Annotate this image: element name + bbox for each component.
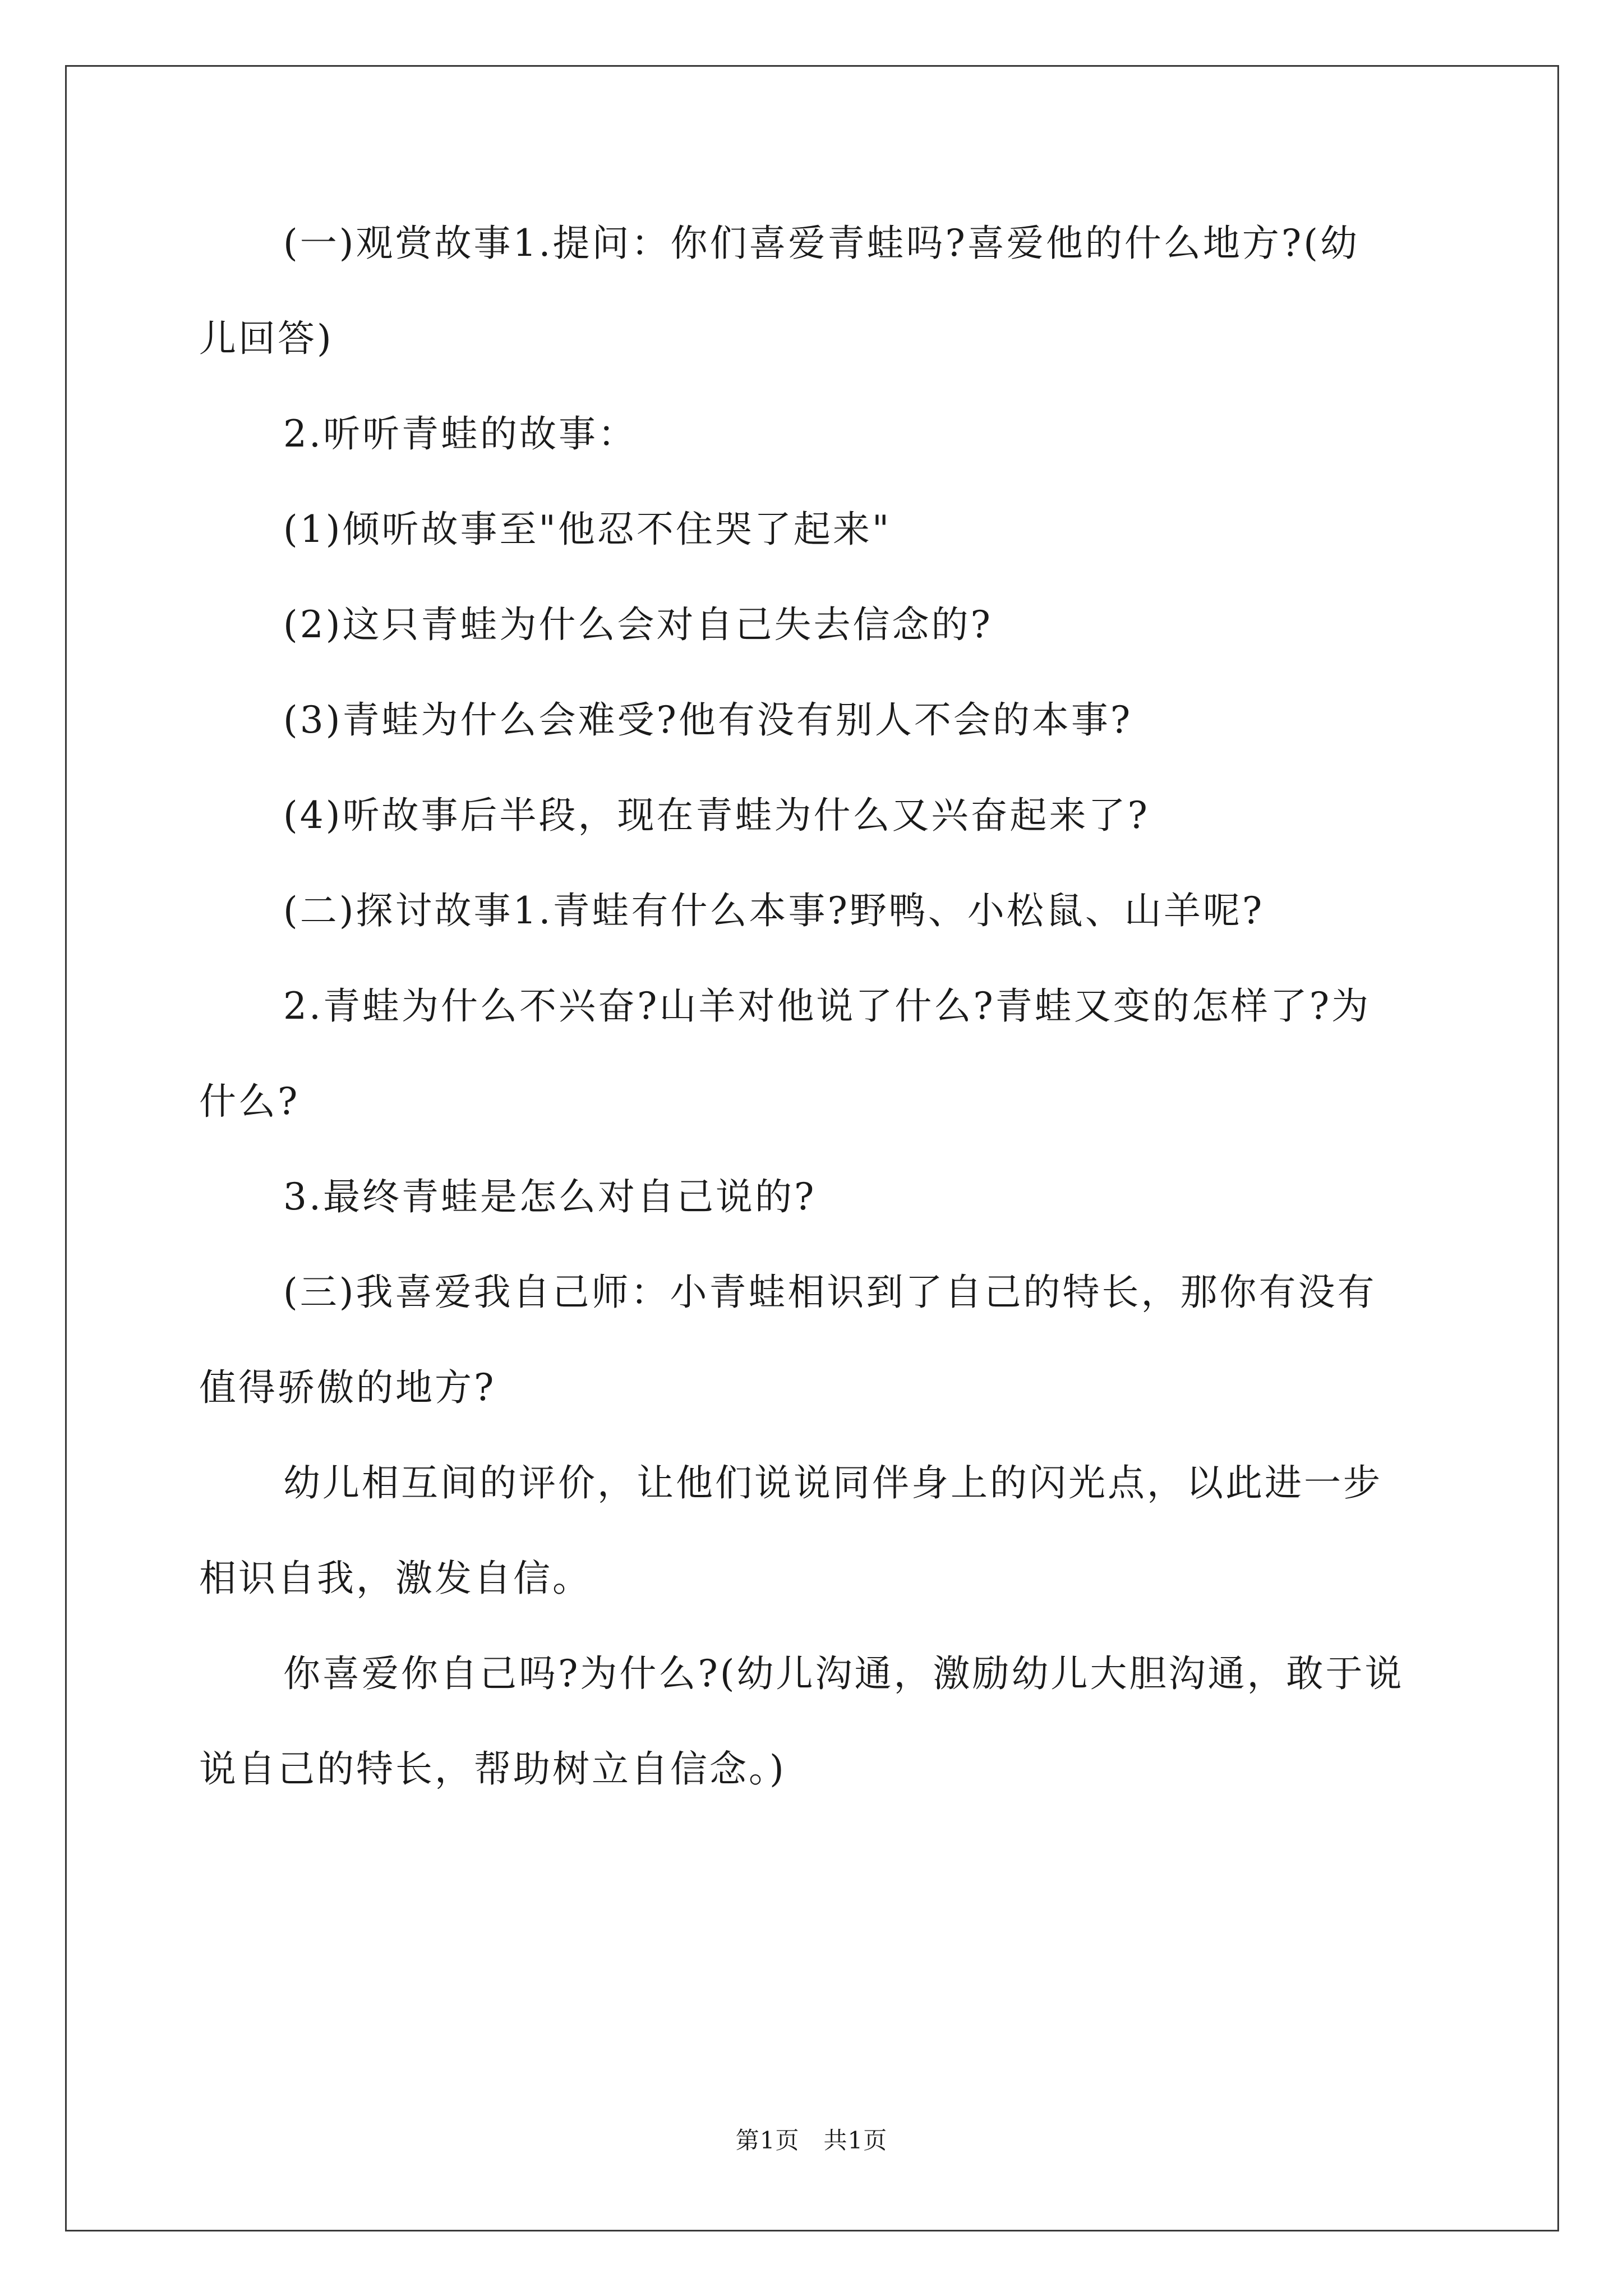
paragraph-5-line-1: (3)青蛙为什么会难受?他有没有别人不会的本事? [283, 698, 1133, 742]
paragraph-12-line-2: 说自己的特长，帮助树立自信念。) [199, 1747, 786, 1791]
paragraph-3-line-1: (1)倾听故事至"他忍不住哭了起来" [283, 508, 892, 551]
paragraph-8-line-2: 什么? [199, 1080, 300, 1123]
paragraph-10-line-2: 值得骄傲的地方? [199, 1366, 496, 1409]
paragraph-7-line-1: (二)探讨故事1.青蛙有什么本事?野鸭、小松鼠、山羊呢? [283, 889, 1265, 932]
page-footer: 第1页 共1页 [735, 2127, 888, 2154]
paragraph-11-line-1: 幼儿相互间的评价，让他们说说同伴身上的闪光点，以此进一步 [283, 1461, 1382, 1504]
paragraph-9-line-1: 3.最终青蛙是怎么对自己说的? [283, 1175, 817, 1218]
page-border [65, 65, 1559, 2231]
paragraph-4-line-1: (2)这只青蛙为什么会对自己失去信念的? [283, 603, 993, 646]
paragraph-6-line-1: (4)听故事后半段，现在青蛙为什么又兴奋起来了? [283, 794, 1150, 837]
paragraph-1-line-2: 儿回答) [199, 317, 334, 360]
paragraph-12-line-1: 你喜爱你自己吗?为什么?(幼儿沟通，激励幼儿大胆沟通，敢于说 [283, 1652, 1404, 1695]
paragraph-10-line-1: (三)我喜爱我自己师：小青蛙相识到了自己的特长，那你有没有 [283, 1271, 1377, 1314]
paragraph-1-line-1: (一)观赏故事1.提问：你们喜爱青蛙吗?喜爱他的什么地方?(幼 [283, 222, 1359, 265]
paragraph-8-line-1: 2.青蛙为什么不兴奋?山羊对他说了什么?青蛙又变的怎样了?为 [283, 984, 1371, 1028]
paragraph-2-line-1: 2.听听青蛙的故事： [283, 412, 637, 455]
paragraph-11-line-2: 相识自我，激发自信。 [199, 1557, 592, 1600]
